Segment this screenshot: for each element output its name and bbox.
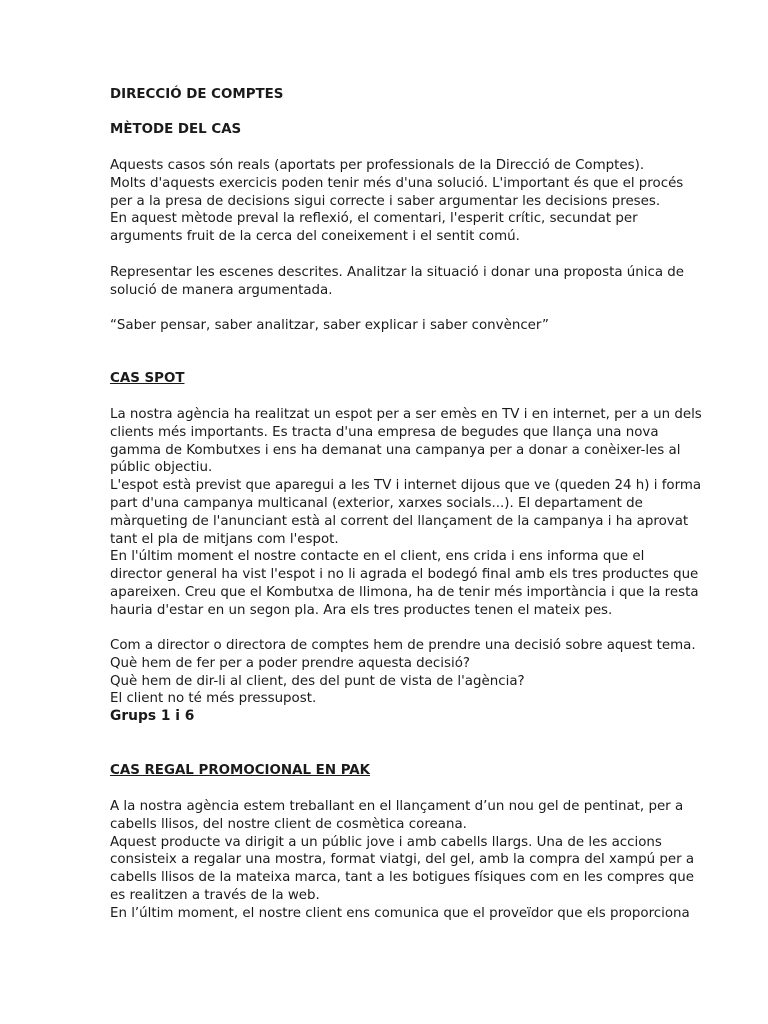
case-regal-heading: CAS REGAL PROMOCIONAL EN PAK	[110, 763, 371, 778]
intro-line: En aquest mètode preval la reflexió, el comentari, l'esperit crític, secundat per	[110, 211, 638, 227]
case-spot-question-line: Com a director o directora de comptes hem de prendre una decisió sobre aquest tema.	[110, 638, 696, 653]
intro-paragraph	[110, 157, 683, 246]
case-spot-line: La nostra agència ha realitzat un espot per a ser emès en TV i en internet, per a un dels	[110, 407, 702, 422]
case-spot-question-line: Què hem de dir-li al client, des del punt de vista de l'agència?	[110, 673, 525, 689]
case-regal-line: A la nostra agència estem treballant en el llançament d’un nou gel de pentinat, per a	[110, 799, 684, 814]
case-spot-heading: CAS SPOT	[110, 371, 185, 386]
case-regal-line: En l’últim moment, el nostre client ens comunica que el proveïdor que els proporciona	[110, 905, 690, 921]
case-spot-line: màrqueting de l'anunciant està al corrent del llançament de la campanya i ha aprovat	[110, 513, 689, 529]
case-regal-line: cabells llisos de la mateixa marca, tant a les botigues físiques com en les compres que	[110, 870, 694, 886]
case-spot-questions	[110, 637, 696, 726]
case-spot-line: públic objectiu.	[110, 460, 213, 476]
case-spot-line: gamma de Kombutxes i ens ha demanat una campanya per a donar a conèixer-les al	[110, 442, 681, 458]
case-spot-line: En l'últim moment el nostre contacte en el client, ens crida i ens informa que el	[110, 549, 645, 565]
case-spot-line: L'espot està previst que aparegui a les TV i internet dijous que ve (queden 24 h) i forma	[110, 478, 702, 494]
case-spot-line: tant el pla de mitjans com l'espot.	[110, 531, 339, 547]
case-spot-question-line: El client no té més pressupost.	[110, 691, 317, 707]
case-spot-line: hauria d'estar en un segon pla. Ara els tres productes tenen el mateix pes.	[110, 602, 613, 618]
intro-line: Aquests casos són reals (aportats per professionals de la Direcció de Comptes).	[110, 158, 645, 173]
case-regal-line: cabells llisos, del nostre client de cosmètica coreana.	[110, 816, 467, 832]
case-regal-paragraph	[110, 798, 694, 923]
document-title: DIRECCIÓ DE COMPTES	[110, 87, 284, 102]
case-spot-paragraph	[110, 406, 702, 620]
intro-line: Molts d'aquests exercicis poden tenir més d'una solució. L'important és que el procés	[110, 175, 684, 191]
instructions-line: Representar les escenes descrites. Analitzar la situació i donar una proposta única de	[110, 265, 685, 280]
case-spot-question-line: Què hem de fer per a poder prendre aquesta decisió?	[110, 655, 470, 671]
case-regal-line: consisteix a regalar una mostra, format viatgi, del gel, amb la compra del xampú per a	[110, 852, 695, 868]
instructions-paragraph	[110, 264, 684, 300]
intro-line: per a la presa de decisions sigui correcte i saber argumentar les decisions preses.	[110, 193, 661, 209]
case-spot-line: clients més importants. Es tracta d'una empresa de begudes que llança una nova	[110, 424, 659, 440]
case-spot-line: part d'una campanya multicanal (exterior, xarxes socials...). El departament de	[110, 495, 643, 511]
method-heading: MÈTODE DEL CAS	[110, 122, 242, 137]
intro-line: arguments fruit de la cerca del coneixement i el sentit comú.	[110, 229, 520, 245]
instructions-line: solució de manera argumentada.	[110, 282, 333, 298]
quote: “Saber pensar, saber analitzar, saber explicar i saber convèncer”	[110, 318, 549, 333]
case-spot-line: director general ha vist l'espot i no li agrada el bodegó final amb els tres productes que	[110, 567, 699, 583]
case-regal-line: Aquest producte va dirigit a un públic jove i amb cabells llargs. Una de les accions	[110, 834, 662, 850]
case-spot-line: apareixen. Creu que el Kombutxa de llimona, ha de tenir més importància i que la resta	[110, 584, 699, 600]
case-regal-line: es realitzen a través de la web.	[110, 887, 320, 903]
case-spot-groups: Grups 1 i 6	[110, 708, 195, 725]
